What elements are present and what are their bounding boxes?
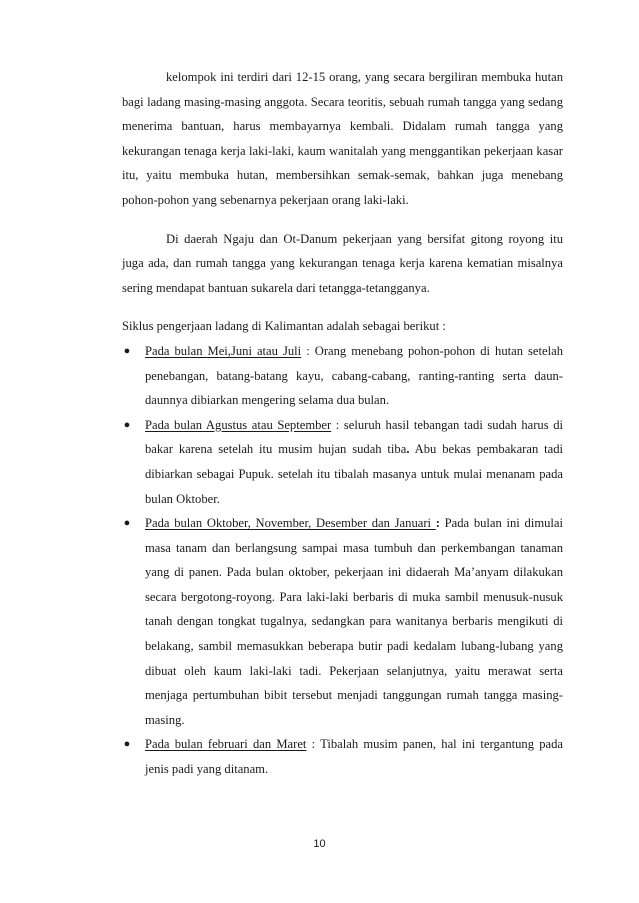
paragraph-1: kelompok ini terdiri dari 12-15 orang, yang secara bergiliran membuka hutan bagi ladang masing-masing anggota. Secara teoritis, sebuah rumah tangga yang sedang menerima bantuan, harus membayarnya kembali. Didalam rumah tangga yang kekurangan tenaga kerja laki-laki, kaum wanitalah yang menggantikan pekerjaan kasar itu, yaitu membuka hutan, membersihkan semak-semak, bahkan juga menebang pohon-pohon yang sebenarnya pekerjaan orang laki-laki. xyxy=(122,70,563,207)
bullet-icon: ● xyxy=(123,738,131,751)
item-bold-period: . xyxy=(406,442,410,457)
list-item xyxy=(122,339,563,413)
item-text: seluruh hasil tebangan tadi sudah harus di bakar karena setelah itu musim hujan sudah tiba xyxy=(145,417,564,457)
paragraph-2: Di daerah Ngaju dan Ot-Danum pekerjaan yang bersifat gitong royong itu juga ada, dan rumah tangga yang kekurangan tenaga kerja karena kematian misalnya sering mendapat bantuan sukarela dari tetangga-tetangganya. xyxy=(122,231,563,295)
item-heading: Pada bulan februari dan Maret xyxy=(145,737,307,752)
item-separator: : xyxy=(435,516,445,531)
item-text: Tibalah musim panen, hal ini tergantung pada jenis padi yang ditanam. xyxy=(145,737,563,777)
item-heading: Pada bulan Oktober, November, Desember dan Januari xyxy=(145,516,436,531)
bullet-icon: ● xyxy=(123,517,131,530)
item-separator: : xyxy=(331,417,344,432)
item-text-continued: Abu bekas pembakaran tadi dibiarkan sebagai Pupuk. setelah itu tibalah masanya untuk mulai menanam pada bulan Oktober. xyxy=(145,442,564,506)
page-body xyxy=(122,65,563,782)
page-number: 10 xyxy=(313,838,326,850)
list-intro: Siklus pengerjaan ladang di Kalimantan adalah sebagai berikut : xyxy=(122,319,446,334)
item-heading: Pada bulan Agustus atau September xyxy=(145,417,332,432)
list-item xyxy=(122,511,563,732)
list-item xyxy=(122,413,563,511)
bullet-icon: ● xyxy=(123,344,131,357)
item-separator: : xyxy=(301,343,315,358)
list-item xyxy=(122,732,563,781)
item-text: Orang menebang pohon-pohon di hutan setelah penebangan, batang-batang kayu, cabang-cabang, ranting-ranting serta daun-daunnya dibiarkan mengering selama dua bulan. xyxy=(145,343,563,408)
item-separator: : xyxy=(306,737,321,752)
item-text: Pada bulan ini dimulai masa tanam dan berlangsung sampai masa tumbuh dan perkembangan tanaman yang di panen. Pada bulan oktober, pekerjaan ini didaerah Ma’anyam dilakukan secara bergotong-royong. Para laki-laki berbaris di muka sambil menusuk-nusuk tanah dengan tongkat tugalnya, sedangkan para wanitanya berbaris mengikuti di belakang, sambil memasukkan beberapa butir padi kedalam lubang-lubang yang dibuat oleh kaum laki-laki tadi. Pekerjaan selanjutnya, yaitu merawat serta menjaga pertumbuhan bibit tersebut menjadi tanggungan rumah tangga masing-masing. xyxy=(145,516,563,727)
item-heading: Pada bulan Mei,Juni atau Juli xyxy=(145,343,302,358)
bullet-icon: ● xyxy=(123,418,131,431)
cycle-list xyxy=(122,339,563,782)
